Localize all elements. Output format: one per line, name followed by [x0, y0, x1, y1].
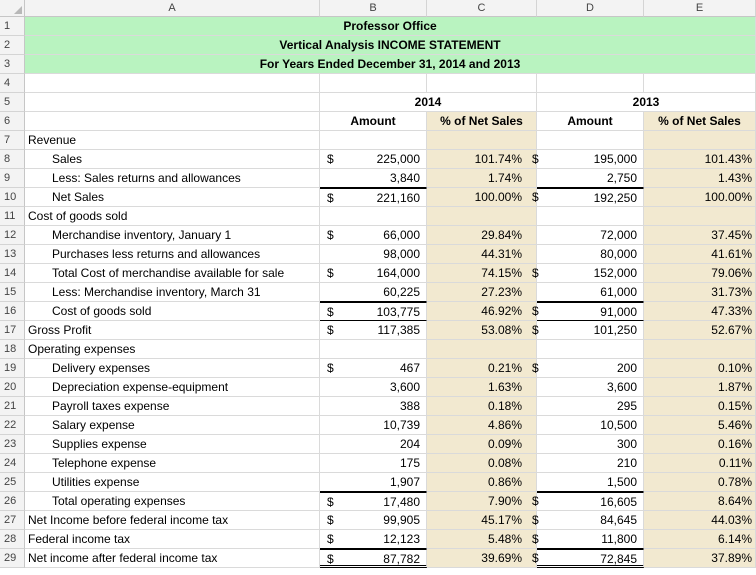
- pct-2014: 1.74%: [487, 171, 522, 185]
- pct-2013: 31.73%: [711, 285, 752, 299]
- cell[interactable]: [537, 74, 644, 93]
- line-item-label[interactable]: Depreciation expense-equipment: [25, 378, 320, 397]
- statement-row: [0, 321, 756, 340]
- amount-2013: 192,250: [593, 191, 637, 205]
- pct-header-2014[interactable]: % of Net Sales: [427, 112, 537, 131]
- pct-2013-cell[interactable]: [644, 264, 756, 283]
- amount-2013: 11,800: [601, 532, 637, 546]
- pct-2013: 8.64%: [717, 494, 752, 508]
- amount-2014: 66,000: [383, 228, 420, 242]
- currency-symbol: $: [532, 551, 539, 565]
- row-number[interactable]: 15: [0, 283, 25, 302]
- pct-2014: 0.09%: [487, 437, 522, 451]
- sheet-row: [0, 93, 756, 112]
- line-item-label[interactable]: Cost of goods sold: [25, 302, 320, 321]
- sheet-row: [0, 55, 756, 74]
- amount-2014-cell[interactable]: [320, 492, 427, 511]
- pct-2013: 41.61%: [711, 247, 752, 261]
- statement-row: [0, 435, 756, 454]
- line-item-label[interactable]: Utilities expense: [25, 473, 320, 492]
- line-item-label[interactable]: Net Sales: [25, 188, 320, 207]
- amount-2013-cell[interactable]: [537, 283, 644, 302]
- line-item-label[interactable]: Less: Merchandise inventory, March 31: [25, 283, 320, 302]
- amount-2014: 175: [399, 456, 420, 470]
- amount-2014-cell[interactable]: [320, 511, 427, 530]
- row-number[interactable]: 19: [0, 359, 25, 378]
- amount-2013-cell[interactable]: [537, 169, 644, 188]
- column-header-a[interactable]: A: [25, 0, 320, 17]
- column-header-b[interactable]: B: [320, 0, 427, 17]
- pct-2014: 39.69%: [481, 551, 522, 565]
- row-number[interactable]: 29: [0, 549, 25, 568]
- line-item-label[interactable]: Telephone expense: [25, 454, 320, 473]
- column-header-d[interactable]: D: [537, 0, 644, 17]
- period-title[interactable]: For Years Ended December 31, 2014 and 2013: [25, 55, 756, 74]
- cell[interactable]: [25, 112, 320, 131]
- amount-2014: 98,000: [383, 247, 420, 261]
- currency-symbol: $: [327, 191, 334, 205]
- pct-2013: 0.11%: [718, 456, 752, 470]
- statement-row: [0, 264, 756, 283]
- row-number[interactable]: 2: [0, 36, 25, 55]
- amount-2013-cell[interactable]: [537, 530, 644, 549]
- row-number[interactable]: 28: [0, 530, 25, 549]
- cell[interactable]: [25, 93, 320, 112]
- pct-2014-cell[interactable]: [427, 397, 537, 416]
- currency-symbol: $: [327, 513, 334, 527]
- amount-2013: 61,000: [600, 285, 637, 299]
- pct-2013-cell[interactable]: [644, 378, 756, 397]
- pct-2013: 0.78%: [717, 475, 752, 489]
- amount-2013-cell[interactable]: [537, 340, 644, 359]
- pct-2014-cell[interactable]: [427, 226, 537, 245]
- currency-symbol: $: [327, 152, 334, 166]
- pct-2013-cell[interactable]: [644, 131, 756, 150]
- pct-2014: 0.18%: [487, 399, 522, 413]
- pct-2013-cell[interactable]: [644, 302, 756, 321]
- pct-2013-cell[interactable]: [644, 416, 756, 435]
- amount-2013: 152,000: [593, 266, 637, 280]
- amount-2014-cell[interactable]: [320, 150, 427, 169]
- statement-row: [0, 549, 756, 568]
- currency-symbol: $: [327, 266, 334, 280]
- pct-2013: 0.15%: [717, 399, 752, 413]
- year-header-2014[interactable]: 2014: [320, 93, 537, 112]
- amount-2014-cell[interactable]: [320, 283, 427, 302]
- statement-row: [0, 378, 756, 397]
- pct-2014-cell[interactable]: [427, 492, 537, 511]
- pct-2013-cell[interactable]: [644, 283, 756, 302]
- amount-2014: 99,905: [383, 513, 420, 527]
- currency-symbol: $: [532, 323, 539, 337]
- statement-row: [0, 359, 756, 378]
- pct-2013-cell[interactable]: [644, 530, 756, 549]
- pct-2013-cell[interactable]: [644, 397, 756, 416]
- line-item-label[interactable]: Federal income tax: [25, 530, 320, 549]
- row-number[interactable]: 20: [0, 378, 25, 397]
- amount-2013-cell[interactable]: [537, 188, 644, 207]
- row-number[interactable]: 7: [0, 131, 25, 150]
- pct-2013: 101.43%: [704, 152, 752, 166]
- amount-2013-cell[interactable]: [537, 226, 644, 245]
- amount-2013: 101,250: [593, 323, 637, 337]
- column-header-c[interactable]: C: [427, 0, 537, 17]
- amount-2014: 117,385: [377, 323, 420, 337]
- cell[interactable]: [25, 74, 320, 93]
- row-number[interactable]: 1: [0, 17, 25, 36]
- amount-2013: 1,500: [606, 475, 637, 489]
- pct-2014-cell[interactable]: [427, 188, 537, 207]
- statement-row: [0, 188, 756, 207]
- currency-symbol: $: [532, 190, 539, 204]
- cell[interactable]: [320, 74, 427, 93]
- row-number[interactable]: 14: [0, 264, 25, 283]
- row-number[interactable]: 5: [0, 93, 25, 112]
- pct-2013-cell[interactable]: [644, 492, 756, 511]
- statement-row: [0, 302, 756, 321]
- pct-2013: 44.03%: [711, 513, 752, 527]
- column-header-row: [0, 0, 756, 17]
- pct-2013-cell[interactable]: [644, 549, 756, 568]
- column-header-e[interactable]: E: [644, 0, 756, 17]
- amount-2014-cell[interactable]: [320, 321, 427, 340]
- amount-2014-cell[interactable]: [320, 454, 427, 473]
- statement-row: [0, 169, 756, 188]
- company-title[interactable]: Professor Office: [25, 17, 756, 36]
- statement-row: [0, 283, 756, 302]
- pct-2014: 0.08%: [487, 456, 522, 470]
- amount-2014-cell[interactable]: [320, 207, 427, 226]
- line-item-label[interactable]: Total Cost of merchandise available for sale: [25, 264, 320, 283]
- pct-2013: 0.16%: [717, 437, 752, 451]
- amount-2013: 195,000: [593, 152, 637, 166]
- line-item-label[interactable]: Merchandise inventory, January 1: [25, 226, 320, 245]
- pct-2013: 79.06%: [711, 266, 752, 280]
- amount-2014-cell[interactable]: [320, 340, 427, 359]
- amount-2014-cell[interactable]: [320, 416, 427, 435]
- pct-2014: 4.86%: [487, 418, 522, 432]
- row-number[interactable]: 21: [0, 397, 25, 416]
- row-number[interactable]: 24: [0, 454, 25, 473]
- amount-2013-cell[interactable]: [537, 359, 644, 378]
- line-item-label[interactable]: Delivery expenses: [25, 359, 320, 378]
- amount-2013: 300: [616, 437, 637, 451]
- row-number[interactable]: 13: [0, 245, 25, 264]
- sheet-row: [0, 74, 756, 93]
- pct-2014-cell[interactable]: [427, 207, 537, 226]
- currency-symbol: $: [532, 532, 539, 546]
- pct-2013: 1.87%: [717, 380, 752, 394]
- row-number[interactable]: 10: [0, 188, 25, 207]
- amount-header-2014[interactable]: Amount: [320, 112, 427, 131]
- pct-2014-cell[interactable]: [427, 302, 537, 321]
- statement-row: [0, 473, 756, 492]
- currency-symbol: $: [327, 495, 334, 509]
- pct-2014-cell[interactable]: [427, 416, 537, 435]
- row-number[interactable]: 8: [0, 150, 25, 169]
- amount-2013: 72,000: [600, 228, 637, 242]
- statement-row: [0, 511, 756, 530]
- row-number[interactable]: 4: [0, 74, 25, 93]
- currency-symbol: $: [532, 513, 539, 527]
- row-number[interactable]: 25: [0, 473, 25, 492]
- amount-2013-cell[interactable]: [537, 131, 644, 150]
- statement-row: [0, 397, 756, 416]
- amount-2013-cell[interactable]: [537, 435, 644, 454]
- pct-2013-cell[interactable]: [644, 226, 756, 245]
- statement-row: [0, 226, 756, 245]
- pct-2014: 74.15%: [481, 266, 522, 280]
- amount-2013: 3,600: [606, 380, 637, 394]
- pct-2013-cell[interactable]: [644, 454, 756, 473]
- sheet-row: [0, 17, 756, 36]
- amount-2013: 200: [616, 361, 637, 375]
- line-item-label[interactable]: Less: Sales returns and allowances: [25, 169, 320, 188]
- pct-2013-cell[interactable]: [644, 435, 756, 454]
- pct-2014: 53.08%: [481, 323, 522, 337]
- statement-row: [0, 131, 756, 150]
- pct-2013-cell[interactable]: [644, 245, 756, 264]
- line-item-label[interactable]: Gross Profit: [25, 321, 320, 340]
- sheet-row: [0, 112, 756, 131]
- amount-2013: 210: [616, 456, 637, 470]
- pct-2013-cell[interactable]: [644, 150, 756, 169]
- amount-2013: 72,845: [600, 552, 637, 566]
- pct-2014-cell[interactable]: [427, 283, 537, 302]
- pct-2013-cell[interactable]: [644, 207, 756, 226]
- line-item-label[interactable]: Salary expense: [25, 416, 320, 435]
- line-item-label[interactable]: Sales: [25, 150, 320, 169]
- pct-2013: 37.89%: [711, 551, 752, 565]
- amount-2014-cell[interactable]: [320, 131, 427, 150]
- statement-row: [0, 245, 756, 264]
- pct-2014: 1.63%: [487, 380, 522, 394]
- amount-2014-cell[interactable]: [320, 397, 427, 416]
- amount-2014: 221,160: [376, 191, 420, 205]
- amount-2013: 2,750: [606, 171, 637, 185]
- pct-2014-cell[interactable]: [427, 150, 537, 169]
- pct-2013-cell[interactable]: [644, 511, 756, 530]
- pct-2014: 27.23%: [481, 285, 522, 299]
- line-item-label[interactable]: Net Income before federal income tax: [25, 511, 320, 530]
- currency-symbol: $: [327, 361, 334, 375]
- line-item-label[interactable]: Supplies expense: [25, 435, 320, 454]
- pct-2013-cell[interactable]: [644, 188, 756, 207]
- amount-2013: 10,500: [600, 418, 637, 432]
- amount-2014: 1,907: [389, 475, 420, 489]
- pct-2014-cell[interactable]: [427, 378, 537, 397]
- row-number[interactable]: 12: [0, 226, 25, 245]
- amount-2013-cell[interactable]: [537, 492, 644, 511]
- amount-2014-cell[interactable]: [320, 226, 427, 245]
- amount-2014: 17,480: [383, 495, 420, 509]
- amount-2014-cell[interactable]: [320, 530, 427, 549]
- pct-2014: 46.92%: [481, 304, 522, 318]
- pct-2014: 29.84%: [481, 228, 522, 242]
- cell[interactable]: [427, 74, 537, 93]
- statement-row: [0, 454, 756, 473]
- amount-2013-cell[interactable]: [537, 321, 644, 340]
- row-number[interactable]: 18: [0, 340, 25, 359]
- amount-2013-cell[interactable]: [537, 511, 644, 530]
- row-number[interactable]: 26: [0, 492, 25, 511]
- row-number[interactable]: 27: [0, 511, 25, 530]
- amount-2013: 80,000: [600, 247, 637, 261]
- pct-2014-cell[interactable]: [427, 340, 537, 359]
- amount-2013-cell[interactable]: [537, 454, 644, 473]
- amount-2014-cell[interactable]: [320, 264, 427, 283]
- amount-2014-cell[interactable]: [320, 473, 427, 492]
- amount-2014: 388: [399, 399, 420, 413]
- amount-2014: 164,000: [376, 266, 420, 280]
- select-all-corner[interactable]: [0, 0, 25, 17]
- pct-2013: 37.45%: [711, 228, 752, 242]
- amount-2014: 204: [399, 437, 420, 451]
- cell[interactable]: [644, 74, 756, 93]
- currency-symbol: $: [532, 304, 539, 318]
- statement-row: [0, 150, 756, 169]
- pct-2014: 7.90%: [487, 494, 522, 508]
- pct-2013-cell[interactable]: [644, 359, 756, 378]
- currency-symbol: $: [532, 494, 539, 508]
- amount-2014-cell[interactable]: [320, 378, 427, 397]
- pct-2014-cell[interactable]: [427, 530, 537, 549]
- amount-2013-cell[interactable]: [537, 473, 644, 492]
- amount-2013: 295: [616, 399, 637, 413]
- row-number[interactable]: 16: [0, 302, 25, 321]
- pct-2014: 0.21%: [487, 361, 522, 375]
- currency-symbol: $: [327, 305, 334, 319]
- amount-2013-cell[interactable]: [537, 378, 644, 397]
- amount-2013-cell[interactable]: [537, 207, 644, 226]
- statement-title[interactable]: Vertical Analysis INCOME STATEMENT: [25, 36, 756, 55]
- amount-2014-cell[interactable]: [320, 188, 427, 207]
- row-number[interactable]: 11: [0, 207, 25, 226]
- amount-2014: 12,123: [383, 532, 420, 546]
- amount-2013-cell[interactable]: [537, 302, 644, 321]
- pct-2013: 5.46%: [717, 418, 752, 432]
- pct-2013-cell[interactable]: [644, 321, 756, 340]
- row-number[interactable]: 17: [0, 321, 25, 340]
- pct-2013: 100.00%: [704, 190, 752, 204]
- row-number[interactable]: 9: [0, 169, 25, 188]
- pct-2014-cell[interactable]: [427, 264, 537, 283]
- amount-2014-cell[interactable]: [320, 169, 427, 188]
- amount-2014: 10,739: [383, 418, 420, 432]
- amount-2014-cell[interactable]: [320, 359, 427, 378]
- amount-2013-cell[interactable]: [537, 245, 644, 264]
- pct-2014: 44.31%: [481, 247, 522, 261]
- amount-header-2013[interactable]: Amount: [537, 112, 644, 131]
- select-all-icon: [14, 6, 22, 14]
- amount-2013: 16,605: [600, 495, 637, 509]
- currency-symbol: $: [327, 552, 334, 566]
- currency-symbol: $: [532, 266, 539, 280]
- amount-2013-cell[interactable]: [537, 549, 644, 568]
- row-number[interactable]: 23: [0, 435, 25, 454]
- pct-2013: 47.33%: [711, 304, 752, 318]
- statement-row: [0, 207, 756, 226]
- pct-2014-cell[interactable]: [427, 549, 537, 568]
- currency-symbol: $: [327, 323, 334, 337]
- pct-2014-cell[interactable]: [427, 454, 537, 473]
- amount-2013-cell[interactable]: [537, 416, 644, 435]
- pct-2014: 101.74%: [474, 152, 522, 166]
- amount-2013: 84,645: [600, 513, 637, 527]
- amount-2014: 87,782: [383, 552, 420, 566]
- pct-2014: 0.86%: [487, 475, 522, 489]
- pct-2013: 0.10%: [717, 361, 752, 375]
- currency-symbol: $: [532, 361, 539, 375]
- pct-2014: 5.48%: [487, 532, 522, 546]
- sheet-row: [0, 36, 756, 55]
- amount-2013-cell[interactable]: [537, 397, 644, 416]
- amount-2014-cell[interactable]: [320, 302, 427, 321]
- pct-2013: 1.43%: [717, 171, 752, 185]
- currency-symbol: $: [532, 152, 539, 166]
- pct-2014-cell[interactable]: [427, 473, 537, 492]
- pct-2013-cell[interactable]: [644, 473, 756, 492]
- line-item-label[interactable]: Revenue: [25, 131, 320, 150]
- pct-2013: 6.14%: [717, 532, 752, 546]
- pct-2013: 52.67%: [711, 323, 752, 337]
- year-header-2013[interactable]: 2013: [537, 93, 756, 112]
- pct-2014-cell[interactable]: [427, 131, 537, 150]
- amount-2014: 225,000: [376, 152, 420, 166]
- amount-2013-cell[interactable]: [537, 264, 644, 283]
- pct-2013-cell[interactable]: [644, 340, 756, 359]
- statement-row: [0, 492, 756, 511]
- line-item-label[interactable]: Net income after federal income tax: [25, 549, 320, 568]
- pct-2014: 45.17%: [481, 513, 522, 527]
- row-number[interactable]: 3: [0, 55, 25, 74]
- amount-2014: 3,600: [389, 380, 420, 394]
- amount-2014-cell[interactable]: [320, 435, 427, 454]
- pct-2014: 100.00%: [474, 190, 522, 204]
- statement-row: [0, 530, 756, 549]
- amount-2014: 3,840: [389, 171, 420, 185]
- currency-symbol: $: [327, 228, 334, 242]
- line-item-label[interactable]: Purchases less returns and allowances: [25, 245, 320, 264]
- pct-2014-cell[interactable]: [427, 321, 537, 340]
- amount-2014: 60,225: [383, 285, 420, 299]
- pct-2014-cell[interactable]: [427, 169, 537, 188]
- amount-2013: 91,000: [600, 305, 637, 319]
- statement-row: [0, 340, 756, 359]
- row-number[interactable]: 6: [0, 112, 25, 131]
- amount-2014-cell[interactable]: [320, 245, 427, 264]
- line-item-label[interactable]: Operating expenses: [25, 340, 320, 359]
- amount-2014: 467: [399, 361, 420, 375]
- row-number[interactable]: 22: [0, 416, 25, 435]
- pct-2014-cell[interactable]: [427, 511, 537, 530]
- line-item-label[interactable]: Payroll taxes expense: [25, 397, 320, 416]
- amount-2014-cell[interactable]: [320, 549, 427, 568]
- pct-2013-cell[interactable]: [644, 169, 756, 188]
- statement-row: [0, 416, 756, 435]
- pct-2014-cell[interactable]: [427, 435, 537, 454]
- amount-2014: 103,775: [376, 305, 420, 319]
- line-item-label[interactable]: Cost of goods sold: [25, 207, 320, 226]
- amount-2013-cell[interactable]: [537, 150, 644, 169]
- line-item-label[interactable]: Total operating expenses: [25, 492, 320, 511]
- currency-symbol: $: [327, 532, 334, 546]
- pct-2014-cell[interactable]: [427, 245, 537, 264]
- pct-2014-cell[interactable]: [427, 359, 537, 378]
- pct-header-2013[interactable]: % of Net Sales: [644, 112, 756, 131]
